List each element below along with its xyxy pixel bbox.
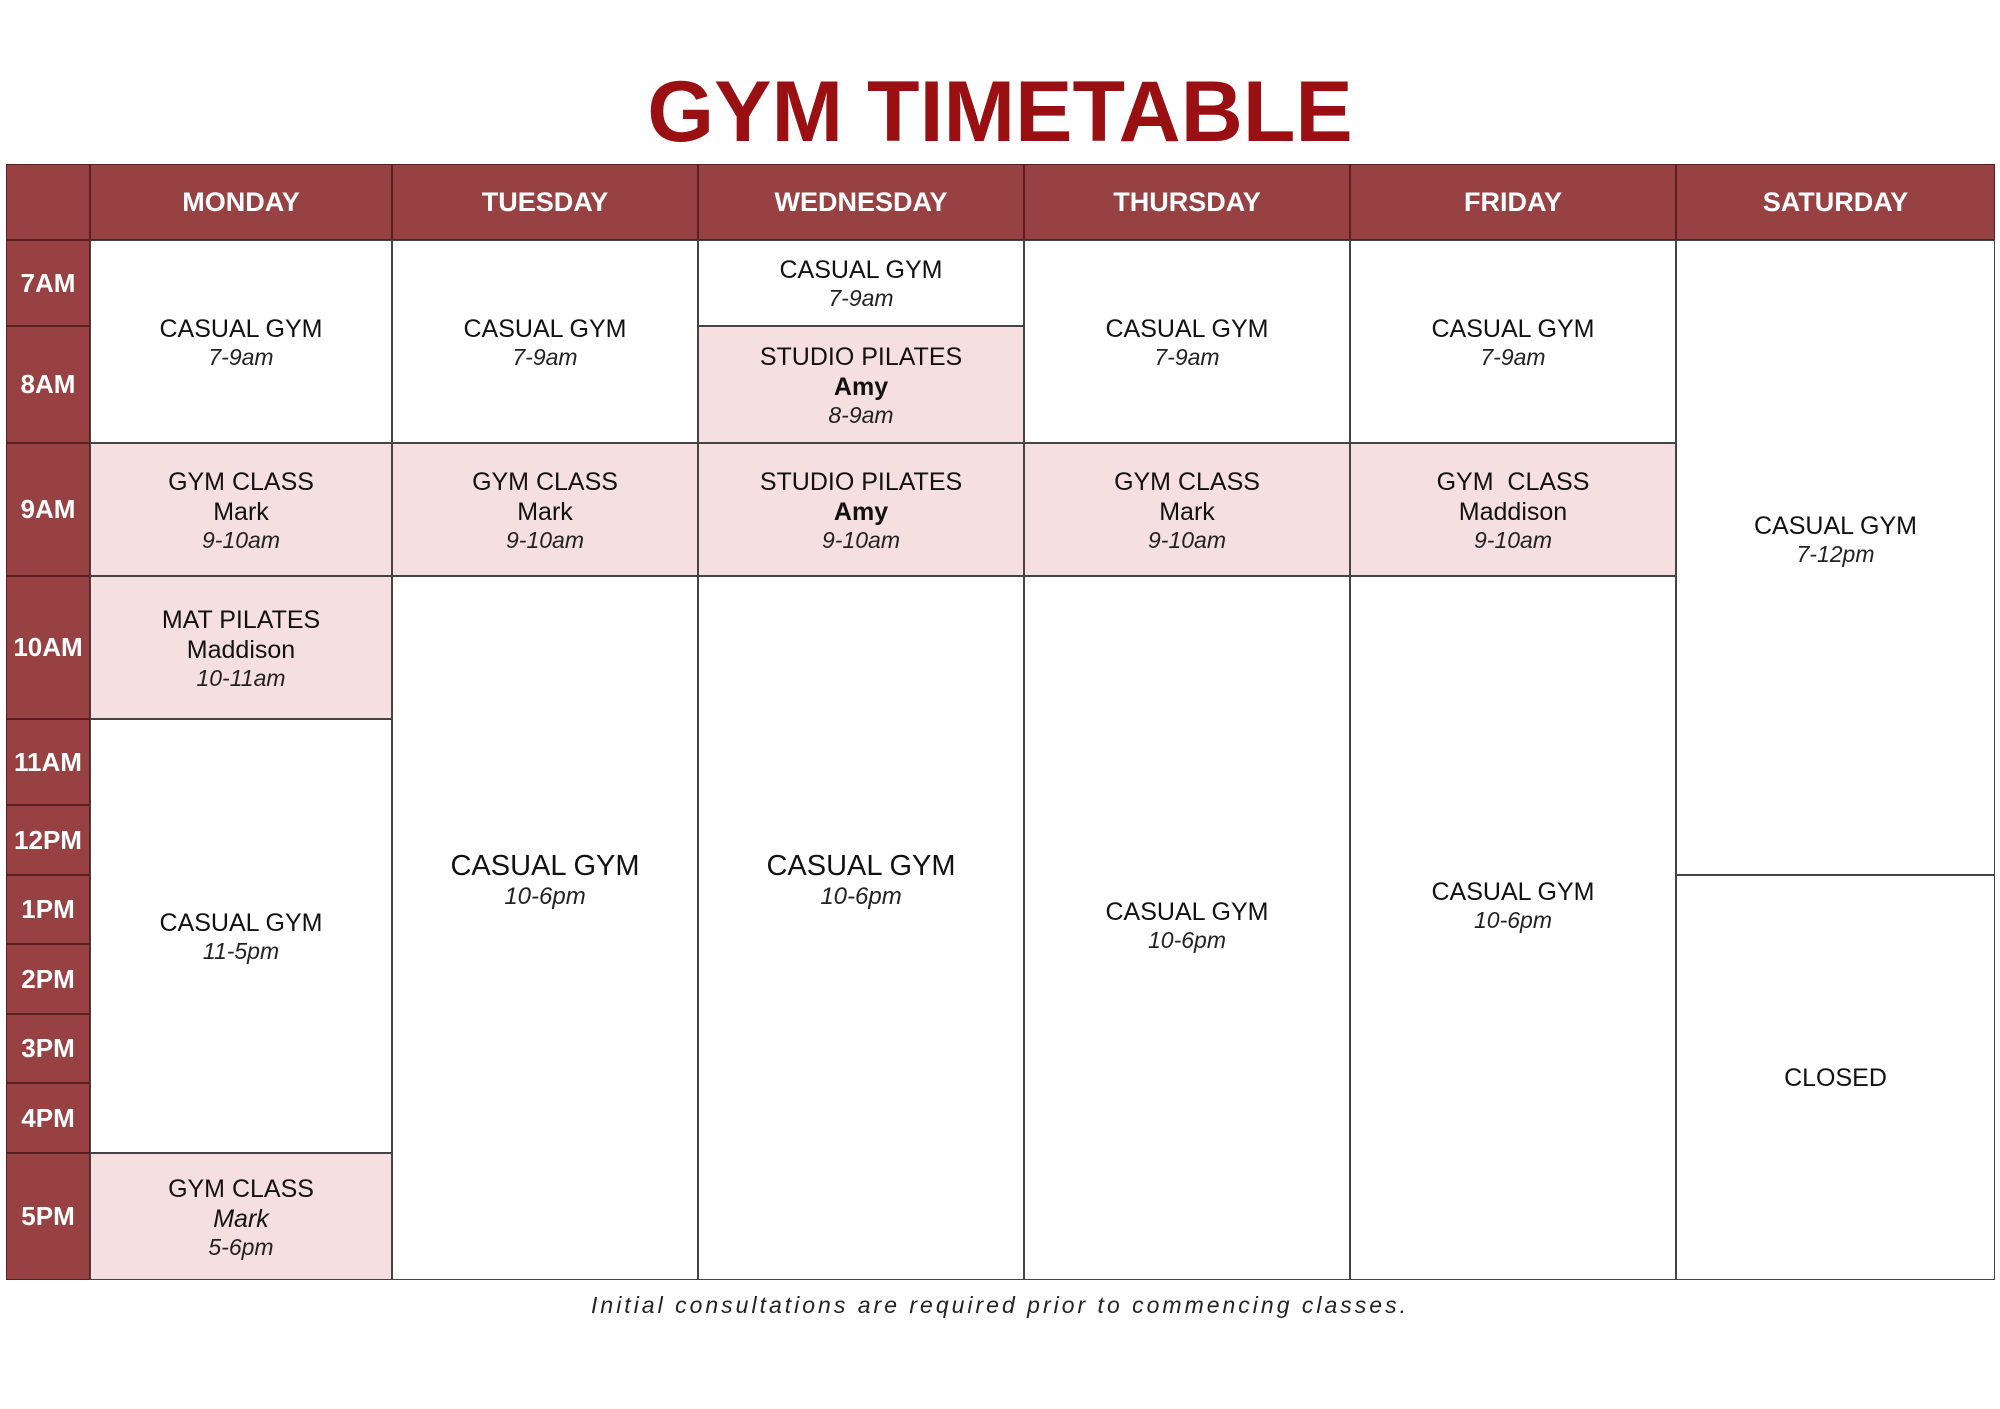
time-label-12pm: 12PM	[6, 805, 90, 875]
session-name: CASUAL GYM	[463, 314, 627, 343]
session-wednesday-studio-pilates-9am	[698, 443, 1024, 576]
day-header-monday: MONDAY	[90, 164, 392, 240]
session-name: GYM CLASS	[472, 467, 618, 496]
session-instructor: Mark	[213, 497, 269, 526]
time-label-9am: 9AM	[6, 443, 90, 576]
day-header-tuesday: TUESDAY	[392, 164, 698, 240]
session-monday-casual-gym-midday	[90, 719, 392, 1153]
time-label-8am: 8AM	[6, 326, 90, 443]
session-name: CASUAL GYM	[1105, 898, 1269, 926]
session-name: CASUAL GYM	[779, 256, 943, 284]
timetable-grid	[6, 164, 1995, 1280]
session-time: 10-6pm	[504, 883, 586, 910]
time-label-10am: 10AM	[6, 576, 90, 719]
session-saturday-casual-gym	[1676, 240, 1995, 875]
session-tuesday-gym-class	[392, 443, 698, 576]
session-monday-mat-pilates	[90, 576, 392, 719]
session-time: 10-6pm	[1148, 927, 1226, 953]
time-label-11am: 11AM	[6, 719, 90, 805]
session-time: 10-6pm	[1474, 907, 1552, 933]
session-monday-gym-class	[90, 443, 392, 576]
session-instructor: Mark	[517, 497, 573, 526]
session-instructor: Amy	[833, 497, 889, 526]
session-instructor: Amy	[833, 372, 889, 401]
session-monday-casual-gym-morning	[90, 240, 392, 443]
session-time: 7-9am	[1154, 343, 1220, 370]
session-time: 9-10am	[1474, 526, 1552, 553]
session-time: 11-5pm	[202, 938, 280, 964]
session-thursday-casual-gym-morning	[1024, 240, 1350, 443]
session-name: CASUAL GYM	[766, 850, 956, 882]
time-label-5pm: 5PM	[6, 1153, 90, 1280]
session-name: GYM CLASS	[168, 467, 314, 496]
session-name: STUDIO PILATES	[759, 342, 963, 371]
session-tuesday-casual-gym-afternoon	[392, 576, 698, 1280]
session-time: 7-9am	[512, 343, 578, 370]
time-label-7am: 7AM	[6, 240, 90, 326]
session-time: 5-6pm	[208, 1233, 274, 1260]
session-wednesday-casual-gym-morning	[698, 240, 1024, 326]
session-wednesday-casual-gym-afternoon	[698, 576, 1024, 1280]
session-time: 9-10am	[822, 526, 900, 553]
session-tuesday-casual-gym-morning	[392, 240, 698, 443]
session-thursday-casual-gym-afternoon	[1024, 576, 1350, 1280]
session-name: CASUAL GYM	[159, 314, 323, 343]
session-instructor: Maddison	[1458, 497, 1568, 526]
session-name: CASUAL GYM	[1105, 314, 1269, 343]
session-instructor: Mark	[1159, 497, 1215, 526]
day-header-friday: FRIDAY	[1350, 164, 1676, 240]
session-time: 9-10am	[1148, 526, 1226, 553]
session-time: 7-9am	[828, 285, 894, 311]
session-friday-casual-gym-morning	[1350, 240, 1676, 443]
time-label-4pm: 4PM	[6, 1083, 90, 1153]
session-time: 7-9am	[208, 343, 274, 370]
session-name: GYM CLASS	[168, 1174, 314, 1203]
footer-note: Initial consultations are required prior to commencing classes.	[591, 1292, 1409, 1318]
session-monday-gym-class-evening	[90, 1153, 392, 1280]
session-name: MAT PILATES	[161, 605, 321, 634]
session-name: CASUAL GYM	[1431, 878, 1595, 906]
session-time: 9-10am	[202, 526, 280, 553]
session-name: CLOSED	[1784, 1063, 1887, 1092]
session-time: 9-10am	[506, 526, 584, 553]
day-header-thursday: THURSDAY	[1024, 164, 1350, 240]
session-friday-casual-gym-afternoon	[1350, 576, 1676, 1280]
session-name: GYM CLASS	[1436, 467, 1590, 496]
session-wednesday-studio-pilates-8am	[698, 326, 1024, 443]
time-label-1pm: 1PM	[6, 875, 90, 944]
day-header-saturday: SATURDAY	[1676, 164, 1995, 240]
session-name: CASUAL GYM	[1431, 314, 1595, 343]
time-label-3pm: 3PM	[6, 1014, 90, 1083]
session-time: 8-9am	[828, 401, 894, 428]
session-instructor: Mark	[213, 1204, 269, 1233]
day-header-wednesday: WEDNESDAY	[698, 164, 1024, 240]
session-time: 10-6pm	[820, 883, 902, 910]
session-time: 7-9am	[1480, 343, 1546, 370]
session-name: CASUAL GYM	[159, 909, 323, 937]
session-saturday-closed	[1676, 875, 1995, 1280]
session-name: STUDIO PILATES	[759, 467, 963, 496]
session-name: CASUAL GYM	[450, 850, 640, 882]
session-instructor: Maddison	[186, 635, 296, 664]
session-thursday-gym-class	[1024, 443, 1350, 576]
session-time: 10-11am	[196, 664, 286, 691]
session-name: CASUAL GYM	[1753, 512, 1917, 540]
time-label-2pm: 2PM	[6, 944, 90, 1014]
session-friday-gym-class	[1350, 443, 1676, 576]
header-corner	[6, 164, 90, 240]
page-title: GYM TIMETABLE	[647, 64, 1353, 160]
session-time: 7-12pm	[1796, 541, 1875, 567]
session-name: GYM CLASS	[1114, 467, 1260, 496]
